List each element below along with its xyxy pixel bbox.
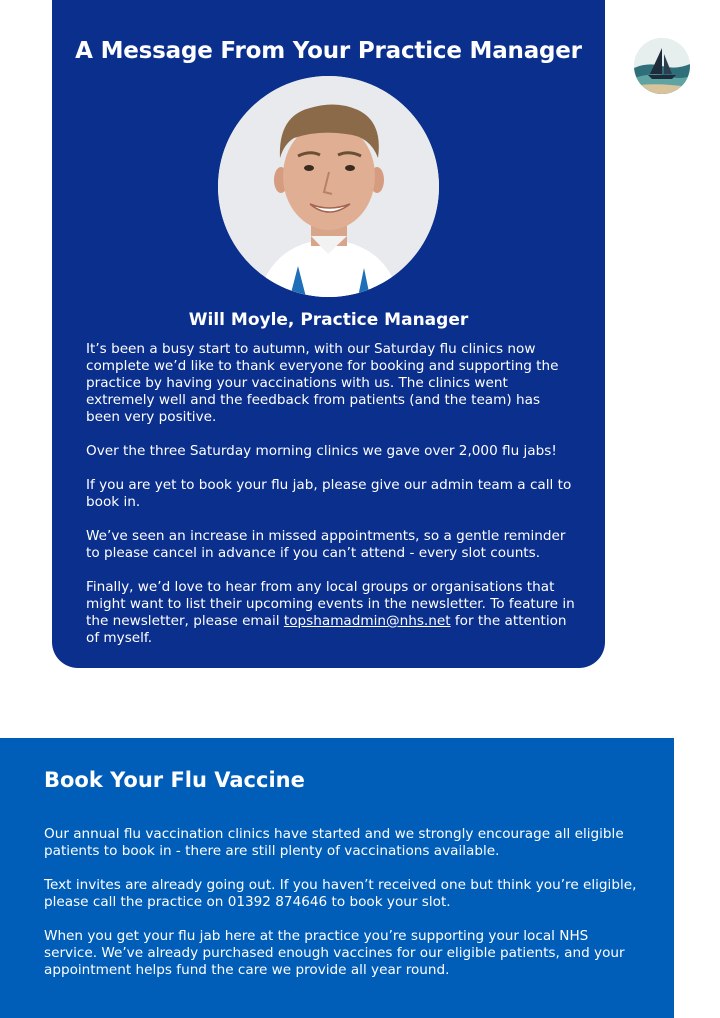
email-link[interactable]: topshamadmin@nhs.net xyxy=(283,613,451,629)
message-paragraph: It’s been a busy start to autumn, with our Saturday flu clinics now complete we’d like to thank everyone for booking and supporting the practice by having your vaccinations with us. The clinics went extremely well and the feedback from patients (and the team) has been very positive. xyxy=(86,341,559,425)
manager-name-caption: Will Moyle, Practice Manager xyxy=(188,310,469,330)
flu-vaccine-section xyxy=(0,738,674,1018)
message-paragraph: Over the three Saturday morning clinics we gave over 2,000 flu jabs! xyxy=(86,443,557,459)
manager-message-body xyxy=(86,341,576,664)
sailboat-logo-icon xyxy=(634,38,690,94)
flu-vaccine-title: Book Your Flu Vaccine xyxy=(44,768,305,792)
message-final-paragraph xyxy=(86,579,576,647)
flu-paragraph: Text invites are already going out. If you haven’t received one but think you’re eligible, please call the practice on 01392 874646 to book your slot. xyxy=(44,877,637,910)
message-paragraph: If you are yet to book your flu jab, please give our admin team a call to book in. xyxy=(86,477,572,510)
flu-vaccine-body xyxy=(44,826,644,996)
final-paragraph-text: Finally, we’d love to hear from any local groups or organisations that might want to list their upcoming events in the newsletter. To feature in the newsletter, please email xyxy=(86,579,575,629)
message-paragraph: We’ve seen an increase in missed appointments, so a gentle reminder to please cancel in advance if you can’t attend - every slot counts. xyxy=(86,528,566,561)
manager-message-card xyxy=(52,0,605,668)
final-paragraph-tail: for the attention of myself. xyxy=(86,613,567,646)
practice-manager-photo xyxy=(218,76,439,297)
manager-message-title: A Message From Your Practice Manager xyxy=(75,38,582,64)
flu-paragraph: When you get your flu jab here at the practice you’re supporting your local NHS service. We’ve already purchased enough vaccines for our eligible patients, and your appointment helps fund the care we provide all year round. xyxy=(44,928,625,978)
flu-paragraph: Our annual flu vaccination clinics have started and we strongly encourage all eligible patients to book in - there are still plenty of vaccinations available. xyxy=(44,826,624,859)
